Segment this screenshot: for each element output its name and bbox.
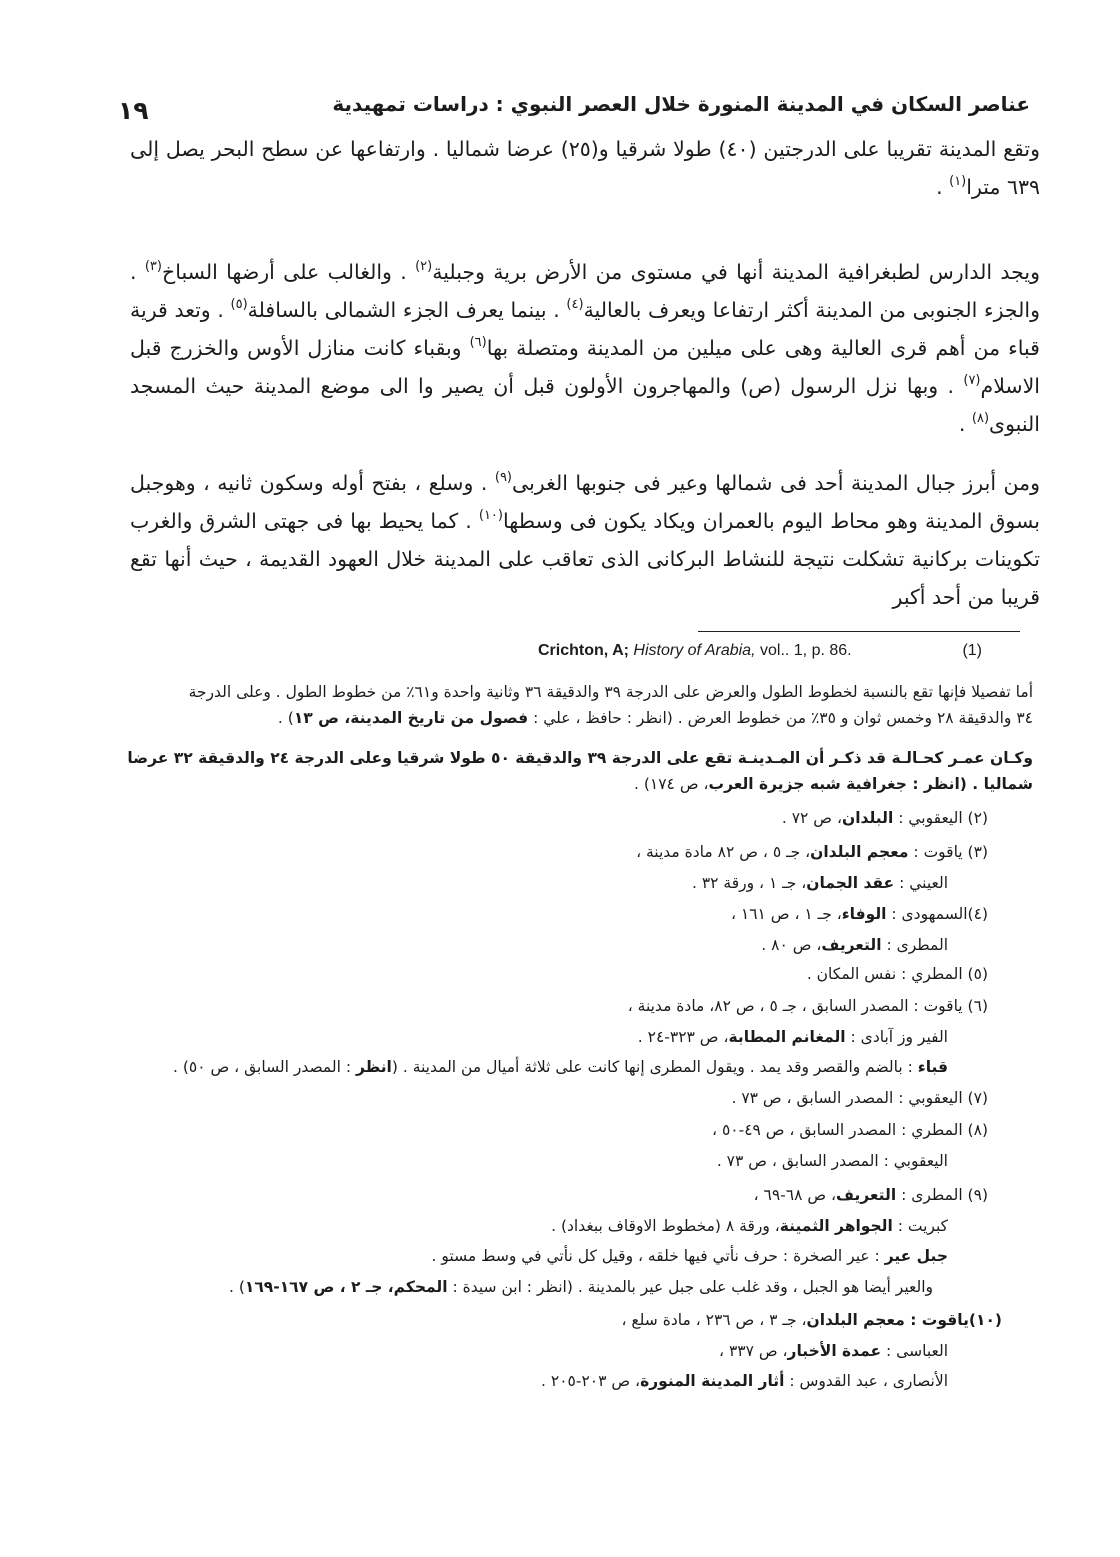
footnote-author: Crichton, A; <box>538 642 629 659</box>
footnote-line <box>782 805 988 831</box>
footnote-text: أما تفصيلا فإنها تقع بالنسبة لخطوط الطول والعرض على الدرجة ٣٩ والدقيقة ٣٦ وثانية واحدة و٦١٪ من خطوط الطول . وعلى الدرجة <box>188 683 1033 701</box>
footnote-reference: (٧) <box>963 373 981 388</box>
footnote-line <box>731 1085 988 1111</box>
paragraph-text: . بينما يعرف الجزء الشمالى بالسافلة <box>247 298 567 322</box>
footnote-line <box>432 1243 948 1269</box>
footnote-source-title: التعريف <box>821 936 882 954</box>
footnote-source-title: المغانم المطابة <box>728 1028 846 1046</box>
paragraph-text: . وسلع ، بفتح أوله وسكون ثانيه ، وهوجبل بسوق المدينة وهو محاط اليوم بالعمران ويكاد يكون فى وسطها <box>130 471 1040 533</box>
footnote-line <box>622 1307 1003 1333</box>
footnote-text: ، ص ٨٠ . <box>761 936 822 954</box>
footnote-text: والعير أيضا هو الجبل ، وقد غلب على جبل عير بالمدينة . (انظر : ابن سيدة : <box>447 1278 933 1296</box>
footnote-source-title: شماليا . (انظر : جغرافية شبه جزيرة العرب <box>708 775 1033 793</box>
footnote-source-title: التعريف <box>836 1186 897 1204</box>
footnote-text: (٤)السمهودى : <box>886 905 988 923</box>
footnote-line <box>229 1274 933 1300</box>
footnote-text: ، ورقة ٨ (مخطوط الاوقاف ببغداد) . <box>551 1217 780 1235</box>
body-paragraph <box>130 464 1040 616</box>
footnote-text: ، ص ٣٣٧ ، <box>719 1342 788 1360</box>
footnote-line <box>551 1213 948 1239</box>
footnote-text: (٨) المطري : المصدر السابق ، ص ٤٩-٥٠ ، <box>712 1121 988 1139</box>
footnote-line <box>638 1024 948 1050</box>
footnote-text: (٧) اليعقوبي : المصدر السابق ، ص ٧٣ . <box>731 1089 988 1107</box>
footnote-line <box>541 1368 948 1394</box>
body-paragraph <box>130 130 1040 206</box>
footnote-line <box>636 839 988 865</box>
footnote-text: ، جـ ٣ ، ص ٢٣٦ ، مادة سلع ، <box>621 1311 807 1329</box>
footnote-line <box>634 771 1033 797</box>
footnote-source-title: الوفاء <box>841 905 887 923</box>
footnote-text: الأنصارى ، عبد القدوس : <box>784 1372 948 1390</box>
footnote-text: ، جـ ١ ، ورقة ٣٢ . <box>691 874 807 892</box>
footnote-reference: (٣) <box>144 259 162 274</box>
footnote-line <box>692 870 948 896</box>
footnote-line <box>807 961 988 987</box>
footnote-source-title: وكـان عمـر كحـالـة قد ذكـر أن المـدينـة تقع على الدرجة ٣٩ والدقيقة ٥٠ طولا شرقيا وعلى الدرجة ٢٤ والدقيقة ٣٢ عرضا <box>127 749 1033 767</box>
footnote-source-title: المحكم، جـ ٢ ، ص ١٦٧-١٦٩ <box>244 1278 448 1296</box>
footnote-text: ، ص ١٧٤) . <box>634 775 709 793</box>
footnote-reference: (٦) <box>469 335 487 350</box>
footnote-line <box>127 745 1033 771</box>
footnote-line <box>712 1117 988 1143</box>
paragraph-text: ومن أبرز جبال المدينة أحد فى شمالها وعير فى جنوبها الغربى <box>512 471 1040 495</box>
footnote-text: (٩) المطرى : <box>896 1186 988 1204</box>
paragraph-text: . والجزء الجنوبى من المدينة أكثر ارتفاعا ويعرف بالعالية <box>130 260 1040 322</box>
footnote-line <box>173 1054 948 1080</box>
footnote-reference: (١٠) <box>478 508 503 523</box>
footnote-text: كبريت : <box>892 1217 948 1235</box>
footnote-line <box>731 901 988 927</box>
footnote-text: اليعقوبي : المصدر السابق ، ص ٧٣ . <box>716 1152 948 1170</box>
footnote-1-latin-reference <box>538 642 982 660</box>
footnote-text: ، ص ٦٨-٦٩ ، <box>753 1186 837 1204</box>
running-title: عناصر السكان في المدينة المنورة خلال العصر النبوي : دراسات تمهيدية <box>332 92 1030 116</box>
footnote-text: العيني : <box>894 874 948 892</box>
footnote-reference: (٢) <box>415 259 433 274</box>
footnote-text: ، ص ٧٢ . <box>781 809 842 827</box>
paragraph-text: . كما يحيط بها فى جهتى الشرق والغرب تكوينات بركانية تشكلت نتيجة للنشاط البركانى الذى تعاقب على المدينة خلال العهود القديمة ، حيث أنها تقع قريبا من أحد أكبر <box>130 509 1040 609</box>
footnote-reference: (١) <box>949 174 967 189</box>
footnote-source-title: الجواهر الثمينة <box>779 1217 893 1235</box>
footnote-text: (٢) اليعقوبي : <box>893 809 988 827</box>
footnote-text: ٣٤ والدقيقة ٢٨ وخمس ثوان و ٣٥٪ من خطوط العرض . (انظر : حافظ ، علي : <box>528 709 1033 727</box>
paragraph-text: وتقع المدينة تقريبا على الدرجتين (٤٠) طولا شرقيا و(٢٥) عرضا شماليا . وارتفاعها عن سطح البحر يصل إلى ٦٣٩ مترا <box>130 137 1040 199</box>
footnote-text: ) . <box>228 1278 245 1296</box>
footnote-line <box>717 1148 948 1174</box>
footnote-volume: vol.. 1, p. 86. <box>759 642 852 659</box>
footnote-source-title: عمدة الأخبار <box>787 1342 882 1360</box>
footnote-source-title: انظر <box>355 1058 392 1076</box>
body-paragraph <box>130 253 1040 443</box>
footnote-text: (٣) ياقوت : <box>908 843 988 861</box>
paragraph-text: . والغالب على أرضها السباخ <box>161 260 416 284</box>
footnote-line <box>189 679 1033 705</box>
footnote-reference: (٤) <box>566 297 584 312</box>
footnote-number: (1) <box>962 642 982 659</box>
paragraph-text: . وبها نزل الرسول (ص) والمهاجرون الأولون قبل أن يصير وا الى موضع المدينة حيث المسجد النبوى <box>130 374 1040 436</box>
footnote-text: العباسى : <box>881 1342 948 1360</box>
footnote-text: الفير وز آبادى : <box>845 1028 948 1046</box>
footnote-text: ) . <box>277 709 294 727</box>
footnote-reference: (٩) <box>494 470 512 485</box>
footnote-source-title: قباء <box>917 1058 948 1076</box>
footnote-reference: (٥) <box>230 297 248 312</box>
footnote-source-title: جبل عير <box>884 1247 948 1265</box>
footnote-text: : بالضم والقصر وقد يمد . ويقول المطرى إنها كانت على ثلاثة أميال من المدينة . ( <box>391 1058 918 1076</box>
footnote-line <box>278 705 1033 731</box>
footnote-book-title: History of Arabia, <box>633 642 756 659</box>
footnote-text: ، جـ ١ ، ص ١٦١ ، <box>730 905 842 923</box>
footnote-line <box>761 932 948 958</box>
footnote-source-title: معجم البلدان <box>810 843 909 861</box>
page-number: ١٩ <box>118 96 149 125</box>
footnote-text: المطرى : <box>881 936 948 954</box>
footnote-source-title: أثار المدينة المنورة <box>640 1372 785 1390</box>
footnote-source-title: (١٠)ياقوت : معجم البلدان <box>806 1311 1002 1329</box>
footnote-text: (٦) ياقوت : المصدر السابق ، جـ ٥ ، ص ٨٢، مادة مدينة ، <box>627 997 988 1015</box>
footnote-text: ، ص ٢٠٣-٢٠٥ . <box>541 1372 641 1390</box>
footnote-text: : عير الصخرة : حرف نأتي فيها خلقه ، وقيل كل نأتي في وسط مستو . <box>431 1247 885 1265</box>
footnote-reference: (٨) <box>971 411 990 426</box>
footnote-text: : المصدر السابق ، ص ٥٠) . <box>173 1058 356 1076</box>
footnote-text: ، جـ ٥ ، ص ٨٢ مادة مدينة ، <box>636 843 811 861</box>
footnote-text: ، ص ٣٢٣-٢٤ . <box>637 1028 729 1046</box>
footnote-line <box>754 1182 988 1208</box>
paragraph-text: وبقباء كانت منازل الأوس والخزرج قبل الاسلام <box>130 336 1040 398</box>
paragraph-text: . <box>958 412 972 436</box>
footnote-text: (٥) المطري : نفس المكان . <box>806 965 988 983</box>
footnote-source-title: فصول من تاريخ المدينة، ص ١٣ <box>293 709 529 727</box>
paragraph-text: . وتعد قرية قباء من أهم قرى العالية وهى على ميلين من المدينة ومتصلة بها <box>130 298 1040 360</box>
footnote-line <box>719 1338 948 1364</box>
footnote-separator <box>698 631 1020 632</box>
paragraph-text: . <box>936 175 950 199</box>
paragraph-text: ويجد الدارس لطبغرافية المدينة أنها في مستوى من الأرض برية وجبلية <box>432 260 1040 284</box>
footnote-line <box>628 993 988 1019</box>
footnote-source-title: عقد الجمان <box>806 874 895 892</box>
footnote-source-title: البلدان <box>841 809 894 827</box>
